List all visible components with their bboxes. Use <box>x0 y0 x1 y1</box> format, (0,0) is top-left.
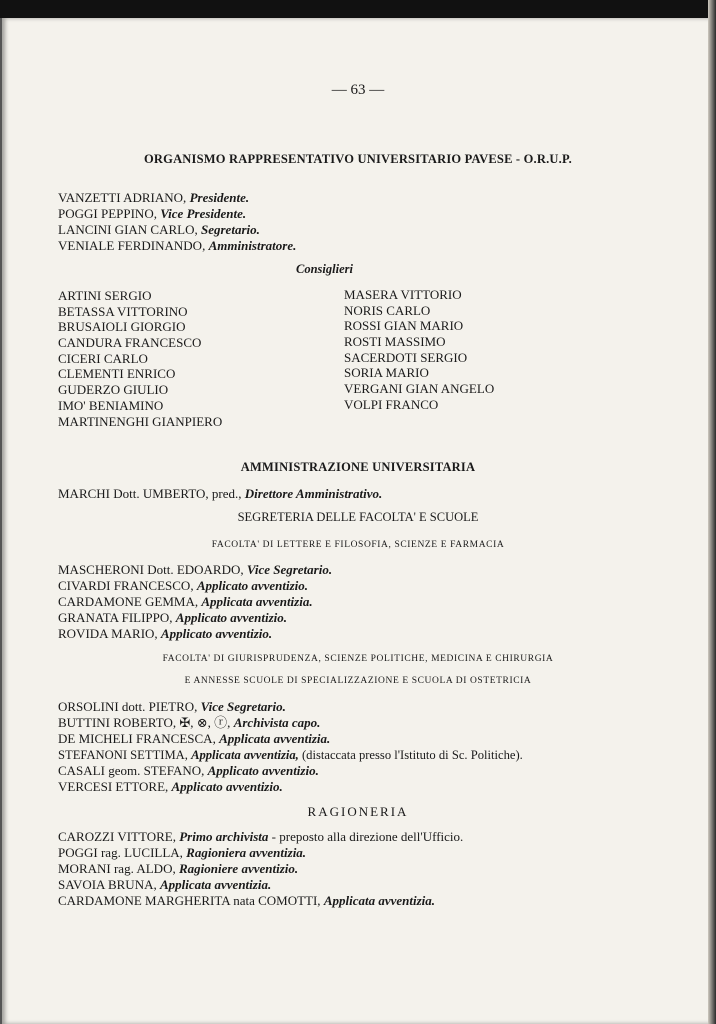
staff-line <box>58 763 319 779</box>
officer-name: POGGI PEPPINO, <box>58 206 157 221</box>
consigliere-name: MARTINENGHI GIANPIERO <box>58 413 223 429</box>
consiglieri-left-column <box>58 288 222 429</box>
orup-title: ORGANISMO RAPPRESENTATIVO UNIVERSITARIO PAVESE - O.R.U.P. <box>144 152 572 166</box>
consigliere-name: ROSSI GIAN MARIO <box>344 318 464 334</box>
staff-role: Applicata avventizia. <box>323 893 436 908</box>
staff-name: VERCESI ETTORE, <box>58 779 169 794</box>
consiglieri-title: Consiglieri <box>296 262 353 276</box>
consigliere-name: GUDERZO GIULIO <box>58 382 169 398</box>
officer-name: VANZETTI ADRIANO, <box>58 190 187 205</box>
staff-name: CIVARDI FRANCESCO, <box>58 578 194 593</box>
staff-role: Applicato avventizio. <box>196 578 309 593</box>
staff-name: CAROZZI VITTORE, <box>58 829 176 844</box>
staff-line <box>58 715 320 731</box>
staff-name: BUTTINI ROBERTO, ✠, ⊗, ⓡ, <box>58 715 231 730</box>
staff-role: Ragioniere avventizio. <box>178 861 299 876</box>
consigliere-name: SORIA MARIO <box>344 365 429 381</box>
staff-role: Vice Segretario. <box>246 562 333 577</box>
staff-role: Applicata avventizia. <box>201 594 313 609</box>
officer-role: Vice Presidente. <box>160 206 247 221</box>
consigliere-name: IMO' BENIAMINO <box>58 397 164 413</box>
officer-role: Presidente. <box>189 190 250 205</box>
consigliere-name: ROSTI MASSIMO <box>344 334 446 350</box>
consigliere-name: NORIS CARLO <box>344 302 431 318</box>
staff-role: Applicata avventizia. <box>219 731 331 746</box>
officer-line <box>58 238 296 254</box>
director-role: Direttore Amministrativo. <box>244 486 383 501</box>
staff-line <box>58 779 283 795</box>
staff-role: Applicato avventizio. <box>171 779 283 794</box>
staff-name: GRANATA FILIPPO, <box>58 610 173 625</box>
staff-role: Applicata avventizia. <box>159 877 272 892</box>
consigliere-name: ARTINI SERGIO <box>58 288 152 303</box>
staff-name: MORANI rag. ALDO, <box>58 861 176 876</box>
director-name: MARCHI Dott. UMBERTO, pred., <box>58 486 242 501</box>
staff-line <box>58 594 313 610</box>
staff-line <box>58 610 287 626</box>
staff-name: CARDAMONE GEMMA, <box>58 594 199 609</box>
segreteria-title: SEGRETERIA DELLE FACOLTA' E SCUOLE <box>237 510 479 524</box>
staff-role: Ragioniera avventizia. <box>186 845 307 860</box>
officer-name: VENIALE FERDINANDO, <box>58 238 206 253</box>
staff-line <box>58 877 271 893</box>
staff-line <box>58 893 435 909</box>
staff-role: Applicata avventizia, <box>191 748 299 762</box>
staff-name: DE MICHELI FRANCESCA, <box>58 731 216 746</box>
staff-name: MASCHERONI Dott. EDOARDO, <box>58 562 244 577</box>
scan-top-border <box>0 0 716 18</box>
staff-role: Archivista capo. <box>233 715 321 730</box>
consigliere-name: BRUSAIOLI GIORGIO <box>58 319 186 335</box>
staff-line <box>58 626 272 642</box>
consigliere-name: SACERDOTI SERGIO <box>344 349 468 365</box>
staff-name: POGGI rag. LUCILLA, <box>58 845 183 860</box>
staff-role: Applicato avventizio. <box>160 626 273 641</box>
staff-note: (distaccata presso l'Istituto di Sc. Politiche). <box>298 748 523 762</box>
staff-line <box>58 578 308 594</box>
consigliere-name: VOLPI FRANCO <box>344 396 439 412</box>
staff-name: SAVOIA BRUNA, <box>58 877 157 892</box>
staff-name: CASALI geom. STEFANO, <box>58 763 205 778</box>
officer-role: Segretario. <box>201 222 260 237</box>
staff-line <box>58 861 298 877</box>
officer-line <box>58 222 260 238</box>
staff-name: CARDAMONE MARGHERITA nata COMOTTI, <box>58 893 321 908</box>
staff-role: Vice Segretario. <box>200 699 286 714</box>
facolta2-title-line2: E ANNESSE SCUOLE DI SPECIALIZZAZIONE E SCUOLA DI OSTETRICIA <box>184 676 532 686</box>
officer-role: Amministratore. <box>208 238 297 253</box>
consigliere-name: VERGANI GIAN ANGELO <box>344 381 495 397</box>
consigliere-name: CANDURA FRANCESCO <box>58 335 202 351</box>
staff-line <box>58 845 306 861</box>
consigliere-name: MASERA VITTORIO <box>344 287 462 302</box>
page-number: — 63 — <box>331 82 385 98</box>
officer-line <box>58 190 249 206</box>
staff-line <box>58 829 463 845</box>
staff-line <box>58 699 286 715</box>
consigliere-name: BETASSA VITTORINO <box>58 303 188 319</box>
consigliere-name: CICERI CARLO <box>58 350 148 366</box>
staff-line <box>58 562 332 578</box>
staff-name: ROVIDA MARIO, <box>58 626 158 641</box>
staff-name: STEFANONI SETTIMA, <box>58 748 188 762</box>
staff-role: Applicato avventizio. <box>207 763 319 778</box>
staff-name: ORSOLINI dott. PIETRO, <box>58 699 198 714</box>
ragioneria-title: RAGIONERIA <box>307 804 409 819</box>
facolta1-title: FACOLTA' DI LETTERE E FILOSOFIA, SCIENZE E FARMACIA <box>211 540 505 550</box>
director-line <box>58 486 382 502</box>
staff-line <box>58 747 523 763</box>
consigliere-name: CLEMENTI ENRICO <box>58 366 176 382</box>
staff-role: Applicato avventizio. <box>175 610 287 625</box>
amministrazione-title: AMMINISTRAZIONE UNIVERSITARIA <box>240 460 476 474</box>
staff-note: - preposto alla direzione dell'Ufficio. <box>268 829 464 844</box>
officer-name: LANCINI GIAN CARLO, <box>58 222 198 237</box>
staff-line <box>58 731 330 747</box>
facolta2-title-line1: FACOLTA' DI GIURISPRUDENZA, SCIENZE POLITICHE, MEDICINA E CHIRURGIA <box>162 654 554 664</box>
staff-role: Primo archivista <box>179 829 269 844</box>
consiglieri-right-column <box>344 287 494 413</box>
officer-line <box>58 206 246 222</box>
